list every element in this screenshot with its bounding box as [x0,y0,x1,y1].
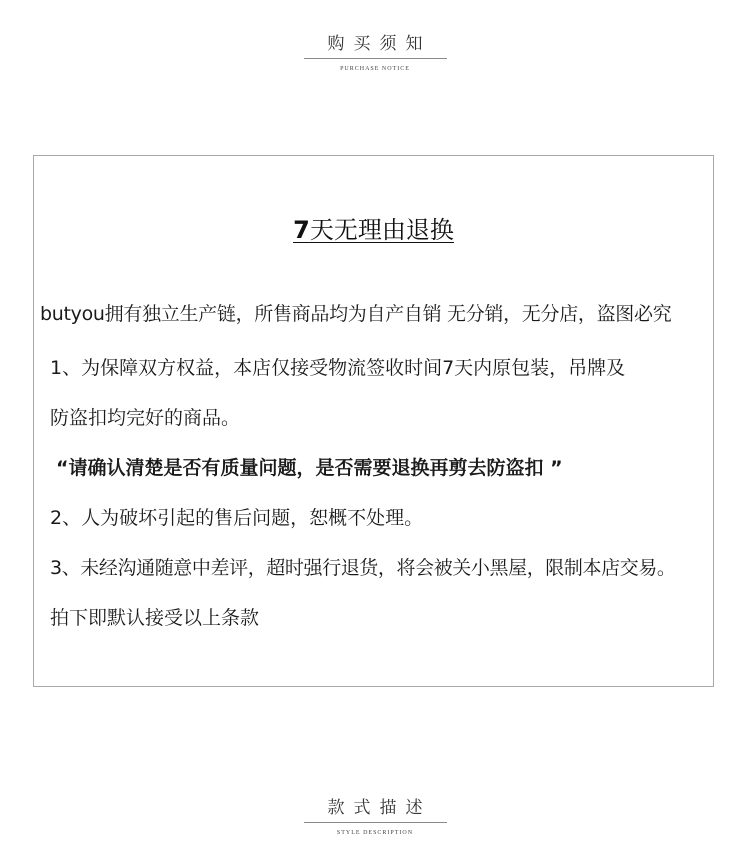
section-title-en: PURCHASE NOTICE [340,66,410,72]
policy-item-1-line-a: 1、为保障双方权益，本店仅接受物流签收时间7天内原包装，吊牌及 [50,357,626,379]
section-title-cn: 购买须知 [327,34,432,54]
return-policy-title-number: 7 [293,216,310,244]
section-divider [304,822,447,823]
purchase-notice-header [0,33,750,73]
brand-intro-text: butyou拥有独立生产链，所售商品均为自产自销 无分销，无分店，盗图必究 [40,303,672,325]
section-title-cn: 款式描述 [327,798,432,818]
policy-item-1-line-b: 防盗扣均完好的商品。 [50,407,241,429]
section-divider [304,58,447,59]
policy-emphasis-text: “请确认清楚是否有质量问题，是否需要退换再剪去防盗扣 ” [56,457,563,479]
return-policy-title [34,214,713,246]
section-title-en: STYLE DESCRIPTION [336,830,414,836]
policy-item-3: 3、未经沟通随意中差评，超时强行退货，将会被关小黑屋，限制本店交易。 [50,557,676,579]
style-description-header [0,797,750,837]
return-policy-title-text: 天无理由退换 [309,216,454,244]
policy-item-2: 2、人为破坏引起的售后问题，恕概不处理。 [50,507,424,529]
policy-acceptance-text: 拍下即默认接受以上条款 [50,607,260,629]
return-policy-box [33,155,714,687]
